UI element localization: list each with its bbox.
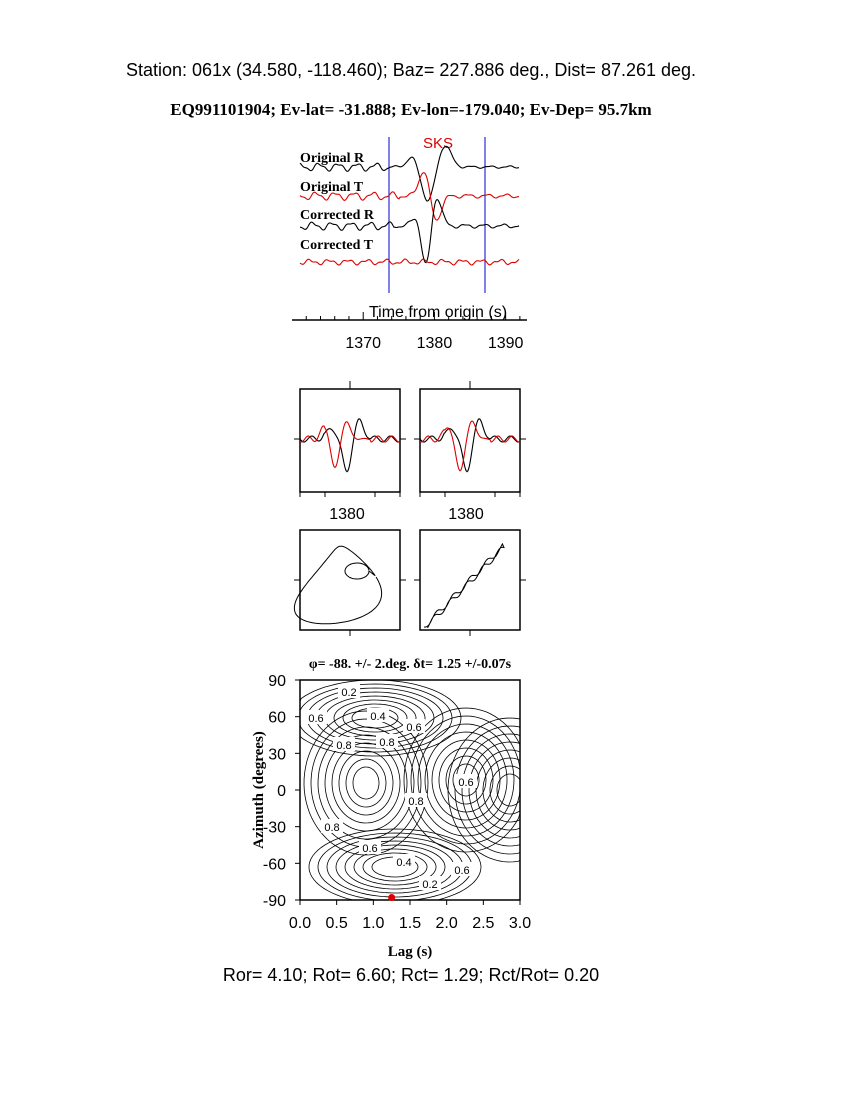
lag-tick-label: 0.5 bbox=[325, 915, 348, 932]
phase-label: SKS bbox=[422, 135, 454, 152]
contour-line bbox=[469, 742, 520, 838]
contour-label: 0.6 bbox=[362, 843, 378, 855]
time-tick-label: 1370 bbox=[345, 335, 382, 352]
time-tick-label: 1390 bbox=[487, 335, 524, 352]
azimuth-axis-label: Azimuth (degrees) bbox=[251, 731, 267, 849]
particle-motion-panels bbox=[294, 530, 526, 636]
contour-line bbox=[353, 767, 379, 799]
contour-label: 0.6 bbox=[406, 722, 422, 734]
lag-tick-label: 3.0 bbox=[508, 915, 532, 932]
particle-motion-box-original bbox=[300, 530, 400, 630]
contour-line bbox=[455, 726, 520, 854]
best-fit-marker bbox=[388, 894, 395, 901]
azimuth-tick-label: -30 bbox=[262, 819, 286, 837]
azimuth-tick-label: -90 bbox=[262, 893, 286, 910]
azimuth-tick-label: 60 bbox=[268, 709, 286, 727]
particle-motion-original-path bbox=[294, 546, 381, 624]
waveform-tick-label-right: 1380 bbox=[448, 506, 484, 523]
station-header: Station: 061x (34.580, -118.460); Baz= 227.886 deg., Dist= 87.261 deg. bbox=[125, 60, 697, 80]
particle-motion-traces bbox=[294, 544, 526, 636]
contour-line bbox=[497, 774, 520, 806]
contour-label: 0.8 bbox=[408, 796, 424, 808]
trace-label-original-t: Original T bbox=[300, 180, 364, 195]
trace-label-corrected-r: Corrected R bbox=[300, 208, 374, 223]
lag-tick-label: 1.5 bbox=[398, 915, 422, 932]
contour-title: φ= -88. +/- 2.deg. δt= 1.25 +/-0.07s bbox=[308, 657, 512, 672]
azimuth-tick-label: 90 bbox=[268, 673, 286, 690]
waveform-radial-trace bbox=[420, 419, 520, 472]
contour-label: 0.2 bbox=[341, 687, 357, 699]
contour-label: 0.6 bbox=[458, 777, 474, 789]
lag-axis-ticks bbox=[289, 900, 531, 932]
waveform-tick-label-left: 1380 bbox=[329, 506, 365, 523]
contour-panel bbox=[251, 657, 531, 960]
lag-axis-label: Lag (s) bbox=[387, 944, 433, 960]
azimuth-tick-label: -60 bbox=[262, 856, 286, 874]
lag-tick-label: 2.5 bbox=[472, 915, 495, 932]
contour-label: 0.6 bbox=[308, 713, 324, 725]
contour-label: 0.8 bbox=[336, 740, 352, 752]
ratio-footer: Ror= 4.10; Rot= 6.60; Rct= 1.29; Rct/Rot= 0.20 bbox=[222, 965, 600, 985]
contour-line bbox=[483, 758, 520, 822]
contour-line bbox=[339, 751, 393, 815]
seismogram-panel bbox=[292, 135, 527, 352]
lag-tick-label: 1.0 bbox=[362, 915, 385, 932]
event-header: EQ991101904; Ev-lat= -31.888; Ev-lon=-179.040; Ev-Dep= 95.7km bbox=[170, 100, 652, 119]
contour-label: 0.2 bbox=[422, 879, 438, 891]
azimuth-axis-ticks bbox=[263, 673, 300, 910]
lag-tick-label: 0.0 bbox=[288, 915, 312, 932]
contour-label: 0.8 bbox=[324, 822, 340, 834]
contour-label: 0.8 bbox=[379, 737, 395, 749]
trace-corrected-t bbox=[300, 259, 519, 265]
contour-label: 0.6 bbox=[454, 865, 470, 877]
waveform-traces bbox=[294, 381, 526, 497]
azimuth-tick-label: 0 bbox=[277, 783, 286, 800]
contour-line bbox=[346, 759, 386, 807]
contour-line bbox=[490, 766, 520, 814]
contour-line bbox=[332, 743, 400, 823]
time-axis-label: Time from origin (s) bbox=[368, 304, 508, 321]
contour-label: 0.4 bbox=[396, 857, 412, 869]
trace-label-original-r: Original R bbox=[300, 151, 365, 166]
waveform-comparison-panels bbox=[294, 381, 526, 523]
particle-motion-corrected-path bbox=[424, 544, 504, 628]
lag-tick-label: 2.0 bbox=[435, 915, 458, 932]
time-tick-label: 1380 bbox=[416, 335, 453, 352]
trace-label-corrected-t: Corrected T bbox=[300, 238, 373, 253]
contour-label: 0.4 bbox=[370, 711, 386, 723]
contour-labels bbox=[305, 684, 477, 891]
azimuth-tick-label: 30 bbox=[268, 746, 286, 764]
